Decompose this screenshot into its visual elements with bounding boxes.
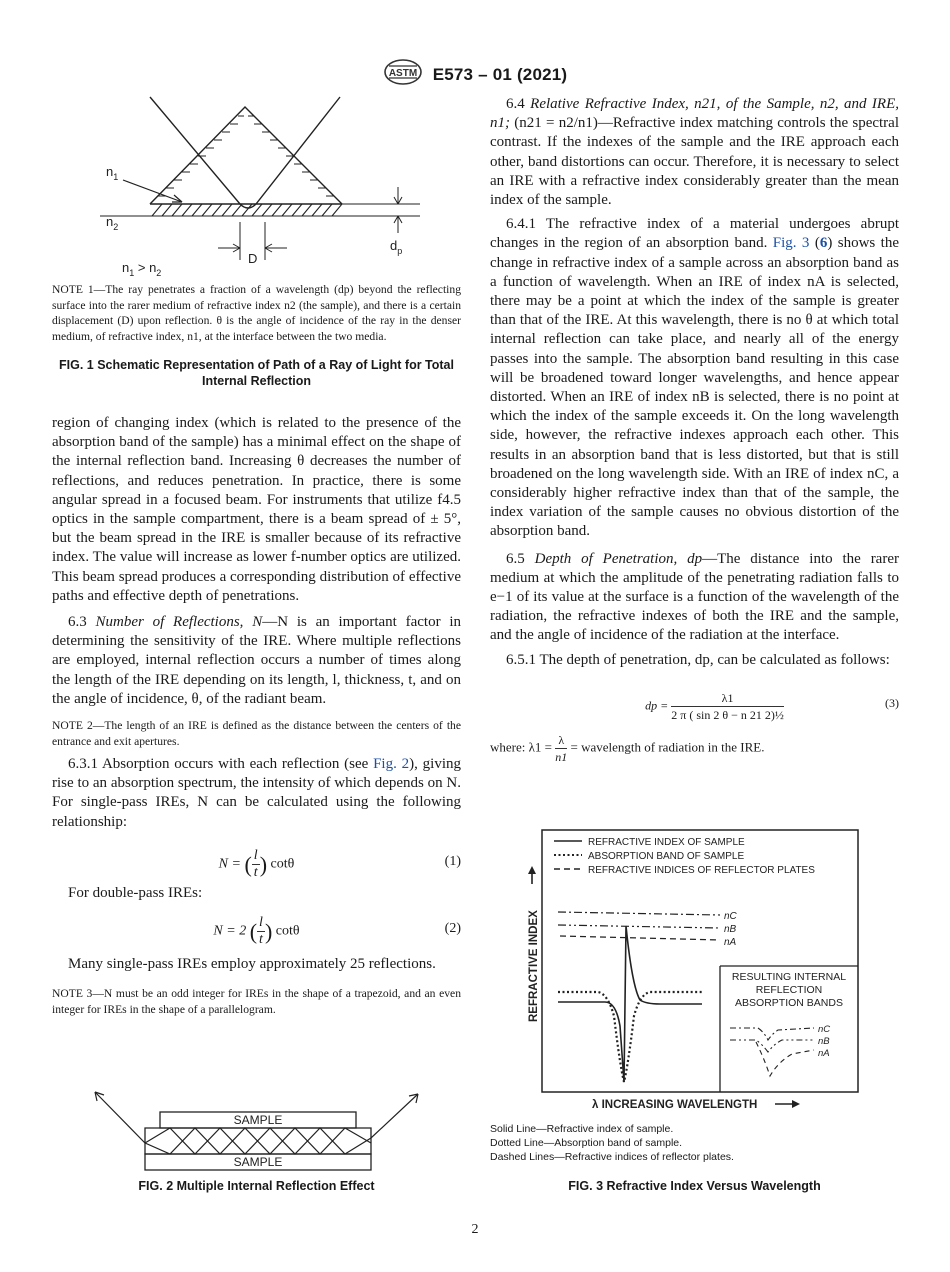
reference-6-link[interactable]: 6 [819, 235, 828, 252]
equation-3-number: (3) [885, 695, 899, 710]
inset-label-nA: nA [818, 1048, 830, 1059]
fig1-d-label: D [248, 251, 258, 266]
section-6-3-text: —N is an important factor in determining the sensitivity of the IRE. Where multiple reflections are employed, internal reflection occurs a number of times along the length of the IRE depending on its length, l, thickness, t, and on the angle of incidence, θ, of the radiant beam. [52, 614, 461, 707]
standard-designation: E573 – 01 (2021) [432, 64, 568, 84]
where-clause: where: λ1 = $\frac{\lambda}{n1}$ = wavelength of radiation in the IRE. [490, 732, 765, 764]
logo-text: ASTM [388, 68, 417, 79]
section-6-5-title: Depth of Penetration, dp [534, 550, 703, 567]
section-6-4-text: (n21 = n2/n1)—Refractive index matching controls the spectral contrast. If the indexes of the sample and the IRE approach each other, band distortions can occur. Therefore, it is necessary to select an IRE with a refractive index considerably greater than the mean index of the sample. [490, 115, 899, 209]
figure-2-diagram [90, 1088, 425, 1174]
fig2-sample-bottom: SAMPLE [233, 1155, 283, 1169]
section-6-3-1: 6.3.1 Absorption occurs with each reflection (see Fig. 2), giving rise to an absorption spectrum, the intensity of which depends on N. For single-pass IREs, N can be calculated using the following relationship: [52, 756, 461, 830]
y-axis-label: REFRACTIVE INDEX [528, 910, 540, 1022]
fig-3-link[interactable]: Fig. 3 [772, 235, 810, 252]
fig1-n2-label: $n_2$ [106, 214, 119, 232]
legend-item-reflector-plates: REFRACTIVE INDICES OF REFLECTOR PLATES [588, 865, 815, 876]
figure-2-caption: FIG. 2 Multiple Internal Reflection Effect [138, 1179, 375, 1193]
label-nA: nA [724, 937, 737, 948]
equation-1: N = ( $\frac{l}{t}$ ) cotθ (1) [218, 847, 461, 880]
inset-title-line-1: RESULTING INTERNAL [731, 971, 847, 983]
left-column [52, 414, 461, 1017]
figure-3-chart [520, 826, 870, 1116]
key-dotted-line: Dotted Line—Absorption band of sample. [490, 1137, 683, 1149]
section-6-3 [52, 613, 461, 709]
section-6-4-title: Relative Refractive Index, n21, of the Sample, n2, and IRE, n1; [490, 96, 900, 132]
section-6-3-title: Number of Reflections, N [95, 614, 263, 631]
section-6-5-1: 6.5.1 The depth of penetration, dp, can be calculated as follows: [506, 651, 890, 668]
fig2-sample-top: SAMPLE [233, 1113, 283, 1127]
equation-3: dp = $\frac{\lambda 1}{\text{2 π ( sin 2 θ − n 21 2)½}}$ (3) [645, 690, 899, 722]
figure-1-caption: FIG. 1 Schematic Representation of Path of a Ray of Light for Total Internal Reflection [59, 358, 454, 388]
page-header [0, 58, 950, 91]
note-1: NOTE 1—The ray penetrates a fraction of a wavelength (dp) beyond the reflecting surface into the rarer medium of refractive index n2 (the sample), and there is a certain displacement (D) upon reflection. θ is the angle of incidence of the ray in the denser medium, of refractive index, n1, at the interface between the two media. [52, 283, 461, 343]
equation-1-number: (1) [444, 853, 461, 869]
section-6-3-number: 6.3 [68, 614, 87, 631]
label-nB: nB [724, 924, 737, 935]
equation-2: N = 2 ( $\frac{l}{t}$ ) cotθ (2) [213, 915, 461, 948]
right-column [490, 95, 899, 765]
figure-1-diagram [90, 92, 450, 278]
astm-logo-icon [383, 58, 423, 91]
paragraph-single-pass: Many single-pass IREs employ approximately 25 reflections. [68, 956, 436, 973]
key-solid-line: Solid Line—Refractive index of sample. [490, 1123, 674, 1135]
section-6-4-1: 6.4.1 The refractive index of a material undergoes abrupt changes in the region of an absorption band. Fig. 3 (6) shows the change in refractive index of a sample across an absorption band as a function of wavelength. When an IRE of index nA is selected, there may be a point at which the index of the sample is greater than that of the IRE. At this wavelength, there is no θ at which total internal reflection can take place, and nearly all of the energy passes into the sample. The absorption band resulting in this case will be broadened toward longer wavelengths, and hence appear distorted. When an IRE of index nB is selected, there is no point at which the index of the sample exceeds it. On the long wavelength side, however, the refractive indexes approach each other. This results in an absorption band that is less distorted, but that is still broadened on the long wavelength side. With an IRE of index nC, a considerably higher refractive index than that of the sample, the index variation of the sample causes no obvious distortion of the absorption band. [490, 216, 899, 540]
inset-label-nC: nC [818, 1024, 831, 1035]
note-2: NOTE 2—The length of an IRE is defined as the distance between the centers of the entrance and exit apertures. [52, 719, 461, 748]
figure-3-caption: FIG. 3 Refractive Index Versus Wavelength [568, 1179, 821, 1193]
fig-2-link[interactable]: Fig. 2 [373, 756, 410, 773]
x-axis-label: λ INCREASING WAVELENGTH [592, 1099, 758, 1111]
fig1-n1-label: $n_1$ [106, 164, 119, 182]
note-3: NOTE 3—N must be an odd integer for IREs in the shape of a trapezoid, and an even integer for IREs in the shape of a parallelogram. [52, 987, 461, 1016]
fig1-dp-label: $d_p$ [390, 238, 403, 256]
key-dashed-lines: Dashed Lines—Refractive indices of reflector plates. [490, 1151, 734, 1163]
legend-item-refractive-index: REFRACTIVE INDEX OF SAMPLE [588, 837, 745, 848]
double-pass-label: For double-pass IREs: [68, 884, 203, 901]
legend-item-absorption-band: ABSORPTION BAND OF SAMPLE [588, 851, 745, 862]
paragraph-beam-spread: region of changing index (which is related to the presence of the absorption band of the sample) has a minimal effect on the shape of the internal reflection band. Increasing θ decreases the number of reflections, and reduces penetration. In practice, there is some angular spread in a focused beam. For instruments that utilize f4.5 optics in the sample compartment, there is a beam spread of ± 5°, but the beam spread in the IRE is smaller because of its refractive index. The value will increase as lower f-number optics are utilized. This beam spread produces a corresponding distribution of effective paths and effective depth of penetrations. [52, 415, 461, 604]
section-6-4: 6.4 Relative Refractive Index, n21, of the Sample, n2, and IRE, n1; (n21 = n2/n1)—Refractive index matching controls the spectral contrast. If the indexes of the sample and the IRE approach each other, band distortions can occur. Therefore, it is necessary to select an IRE with a refractive index considerably greater than the mean index of the sample. [490, 96, 900, 209]
equation-2-number: (2) [444, 921, 461, 937]
fig1-relation-label: $n_1 > n_2$ [122, 260, 162, 278]
inset-title-line-2: REFLECTION [755, 984, 823, 996]
figure-3-key [490, 1122, 890, 1164]
label-nC: nC [724, 911, 737, 922]
inset-label-nB: nB [818, 1036, 830, 1047]
section-6-5: 6.5 Depth of Penetration, dp—The distance into the rarer medium at which the amplitude of the penetrating radiation falls to e−1 of its value at the surface is a function of the wavelength of the radiation, the refractive indexes of both the IRE and the sample, and the angle of incidence of the radiation at the interface. [490, 550, 899, 644]
page-number: 2 [471, 1222, 479, 1237]
inset-title-line-3: ABSORPTION BANDS [735, 997, 843, 1009]
